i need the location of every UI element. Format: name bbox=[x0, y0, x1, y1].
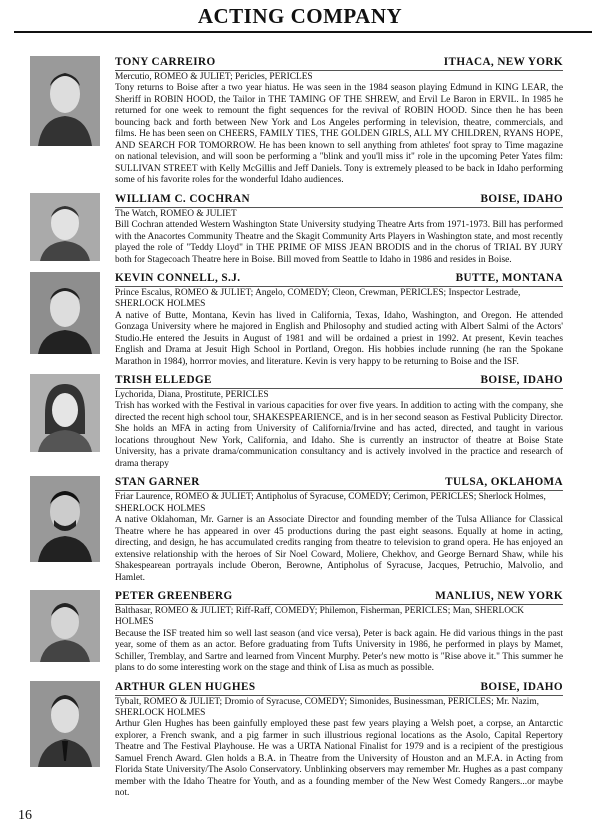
actor-name: ARTHUR GLEN HUGHES bbox=[115, 680, 256, 693]
actor-roles: Friar Laurence, ROMEO & JULIET; Antipholus of Syracuse, COMEDY; Cerimon, PERICLES; Sherlock Holmes, SHERLOCK HOLMES bbox=[115, 492, 546, 514]
actor-bio: Bill Cochran attended Western Washington State University studying Theatre Arts from 1971-1973. Bill has performed with the Anacortes Community Theatre and the Skagit Community Arts Players in Washington state, and most recently played the role of "Teddy Lloyd" in THE PRIME OF MISS JEAN BRODIS and in the chorus of TRIAL BY JURY both for Stagecoach Theatre here in Boise. Bill moved from Seattle to Idaho in 1986 and resides in Boise. bbox=[115, 220, 563, 265]
actor-hometown: TULSA, OKLAHOMA bbox=[445, 476, 563, 489]
actor-bio: A native Oklahoman, Mr. Garner is an Associate Director and founding member of the Tulsa Alliance for Classical Theatre where he has appeared in over 45 productions during the past eight seasons. Equally at home in acting, directing, and design, he has accumulated credits ranging from theatre to television to grand opera. He has enjoyed an extensive relationship with the heroes of Sir Noel Coward, Moliere, Chekhov, and George Bernard Shaw, while his Shakespearean portrayals include Oberon, Berowne, Antipholus of Syracuse, Jacques, Petruchio, Malvolio, and Hamlet. bbox=[115, 515, 563, 583]
actor-bio: Because the ISF treated him so well last season (and vice versa), Peter is back again. He did various things in the past year, some of them as an actor. Before graduating from Tufts University in 1986, he performed in plays by Mamet, Schiller, Tremblay, and Sartre and learned from Vincent Murphy. Peter's new motto is "Rise above it." This summer he plans to do some interesting work on the stage and think of Lisa as much as possible. bbox=[115, 628, 563, 674]
headshot-photo bbox=[30, 476, 100, 562]
headshot-photo bbox=[30, 374, 100, 452]
actor-roles: Mercutio, ROMEO & JULIET; Pericles, PERICLES bbox=[115, 72, 313, 82]
actor-entry bbox=[115, 476, 563, 584]
actor-row bbox=[0, 272, 600, 368]
actor-hometown: MANLIUS, NEW YORK bbox=[435, 590, 563, 603]
actor-bio: Arthur Glen Hughes has been gainfully employed these past few years playing a Welsh poet, a corpse, an Antarctic explorer, a French swank, and a pig farmer in such illustrious regional locations as the Asolo, Capital Repertory Theatre and The Festival Playhouse. He was a URTA National Finalist for 1979 and is a recipient of the prestigious Samuel French Award. Glen holds a B.A. in Theatre from the University of Houston and an M.F.A. in Acting from Florida State University/The Asolo Conservatory. Unblinking observers may remember Mr. Hughes as a past company member with the Idaho Theatre for Youth, and as a founding member of the New West Comedy Rangers...or maybe not. bbox=[115, 719, 563, 799]
actor-entry bbox=[115, 374, 563, 470]
actor-name: TONY CARREIRO bbox=[115, 56, 216, 68]
actor-roles: Lychorida, Diana, Prostitute, PERICLES bbox=[115, 390, 269, 401]
actor-roles: Prince Escalus, ROMEO & JULIET; Angelo, COMEDY; Cleon, Crewman, PERICLES; Inspector Lestrade, SHERLOCK HOLMES bbox=[115, 288, 521, 310]
actor-bio: A native of Butte, Montana, Kevin has lived in California, Texas, Idaho, Washington, and Oregon. He attended Gonzaga University where he majored in English and Philosophy and studied acting with Albert Salmi of the Actors' Studio.He entered the Jesuits in August of 1981 and will be ordained a priest in 1992. At present, Kevin teaches English and Drama at Jesuit High School in Portland, Oregon. His hobbies include running (he ran the Spokane Marathon in 1984), horrror movies, and literature. Kevin is very happy to be returning to Boise and the ISF. bbox=[115, 310, 563, 367]
page-title: ACTING COMPANY bbox=[197, 4, 403, 28]
actor-row bbox=[0, 56, 600, 187]
actor-row bbox=[0, 374, 600, 470]
actor-list bbox=[0, 33, 600, 800]
actor-name: WILLIAM C. COCHRAN bbox=[115, 192, 250, 205]
actor-row bbox=[0, 476, 600, 584]
actor-hometown: BOISE, IDAHO bbox=[480, 374, 563, 387]
actor-roles: The Watch, ROMEO & JULIET bbox=[115, 208, 237, 219]
actor-row bbox=[0, 193, 600, 266]
actor-entry bbox=[115, 193, 563, 266]
actor-hometown: BOISE, IDAHO bbox=[480, 680, 563, 693]
actor-name: KEVIN CONNELL, S.J. bbox=[115, 272, 241, 285]
actor-name: PETER GREENBERG bbox=[115, 590, 233, 603]
actor-row bbox=[0, 681, 600, 800]
actor-entry bbox=[115, 681, 563, 800]
actor-hometown: BOISE, IDAHO bbox=[480, 192, 563, 205]
headshot-photo bbox=[30, 193, 100, 261]
actor-hometown: BUTTE, MONTANA bbox=[455, 272, 563, 285]
actor-hometown: ITHACA, NEW YORK bbox=[443, 56, 563, 68]
actor-roles: Balthasar, ROMEO & JULIET; Riff-Raff, COMEDY; Philemon, Fisherman, PERICLES; Man, SHERLOCK HOLMES bbox=[115, 606, 525, 628]
actor-roles: Tybalt, ROMEO & JULIET; Dromio of Syracuse, COMEDY; Simonides, Businessman, PERICLES; Mr. Nazim, SHERLOCK HOLMES bbox=[115, 696, 539, 718]
actor-entry bbox=[115, 272, 563, 368]
page-number: 16 bbox=[18, 807, 32, 823]
actor-name: TRISH ELLEDGE bbox=[115, 374, 212, 387]
headshot-photo bbox=[30, 681, 100, 767]
actor-bio: Trish has worked with the Festival in various capacities for over five years. In addition to acting with the company, she directed the recent high school tour, SHAKESPEARIENCE, and is in her second season as Festival Publicity Director. She holds an MFA in acting from University of California/Irvine and has acted, directed, and taught in various locations throughout New York, California, and Idaho. She is currently an instructor of theatre at Boise State University, has a private drama/communication consultancy and is actively involved in the practice and research of drama therapy bbox=[115, 401, 563, 469]
headshot-photo bbox=[30, 272, 100, 354]
actor-name: STAN GARNER bbox=[115, 476, 200, 489]
actor-entry bbox=[115, 590, 563, 675]
actor-bio: Tony returns to Boise after a two year hiatus. He was seen in the 1984 season playing Edmund in KING LEAR, the Sheriff in ROBIN HOOD, the Tailor in THE TAMING OF THE SHREW, and Ervil Le Baron in ERVIL. In 1985 he returned for one week to remount the fight sequences for the revival of ROBIN HOOD. Since then he has been bouncing back and forth between New York and Los Angeles performing in television, theatre, commercials, and films. He has been seen on CHEERS, FAMILY TIES, THE GOLDEN GIRLS, ALL MY CHILDREN, RYANS HOPE, AND SEARCH FOR TOMORROW. He has been known to sell anything from athletes' foot spray to Time magazine on national television, and will soon be performing a "blink and you'll miss it" role in the upcoming Peter Yates film: SULLIVAN STREET with Kelly McGillis and Jeff Daniels. Tony is extremely pleased to be back in Idaho performing some of his favorite roles for the wonderful Idaho audiences. bbox=[115, 83, 563, 186]
actor-row bbox=[0, 590, 600, 675]
headshot-photo bbox=[30, 56, 100, 146]
actor-entry bbox=[115, 56, 563, 187]
headshot-photo bbox=[30, 590, 100, 662]
